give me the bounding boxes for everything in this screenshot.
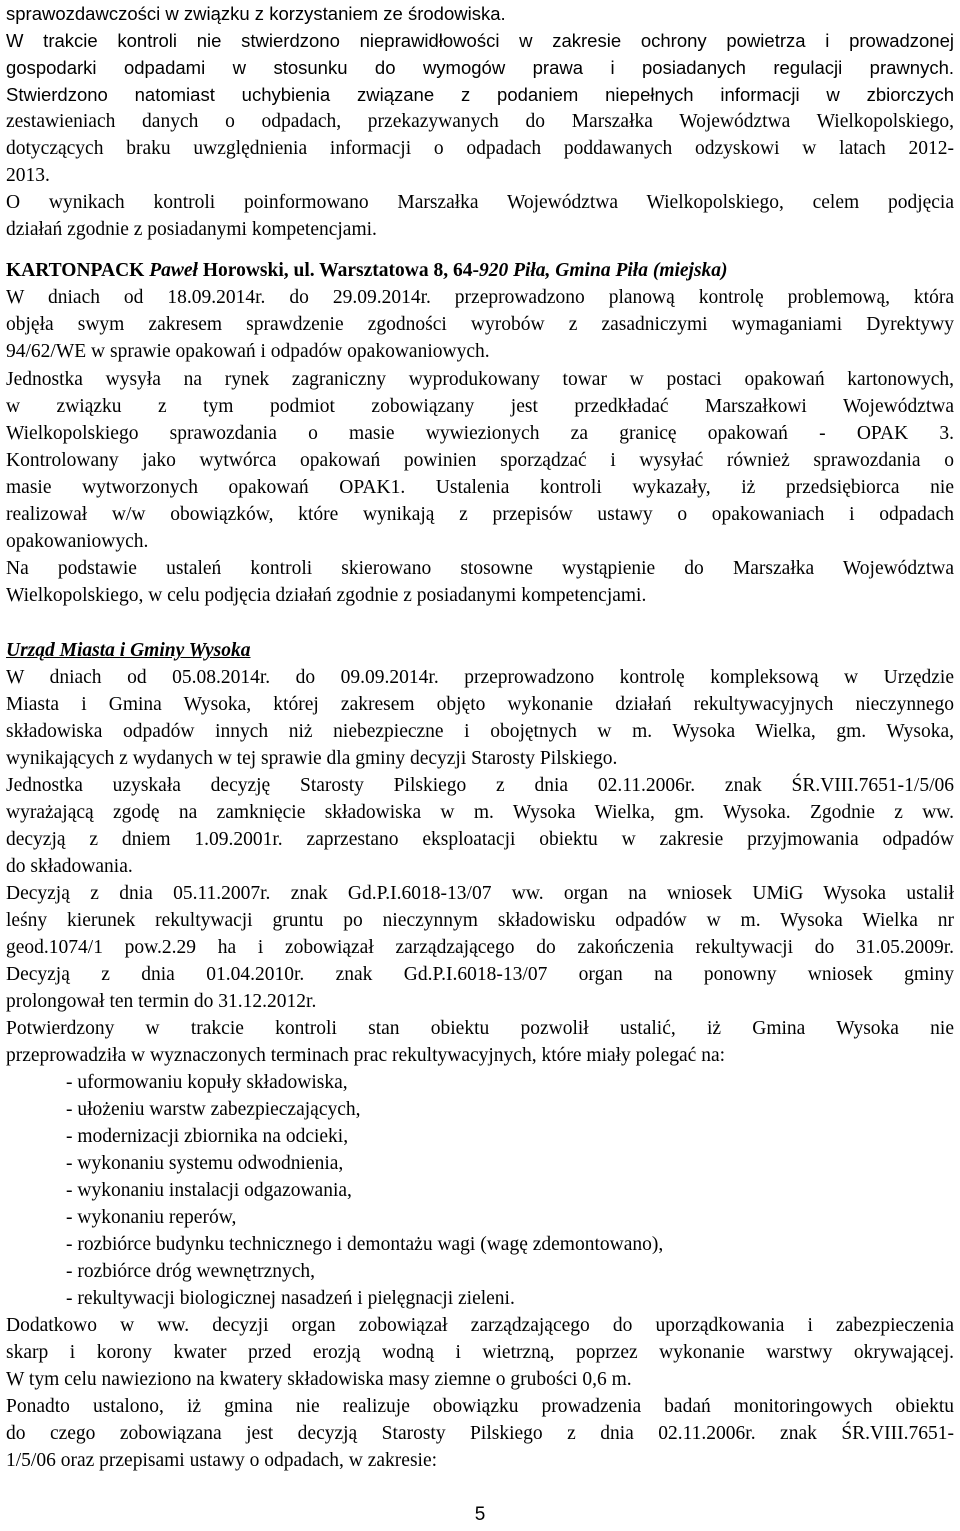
list-item: - wykonaniu instalacji odgazowania, <box>66 1180 352 1201</box>
company-location: 920 Piła, Gmina Piła (miejska) <box>478 260 728 281</box>
text-line: Na podstawie ustaleń kontroli skierowano stosowne wystąpienie do Marszałka Województwa <box>6 558 954 579</box>
text-line: Jednostka uzyskała decyzję Starosty Pilskiego z dnia 02.11.2006r. znak ŚR.VIII.7651-1/5/06 <box>6 775 954 796</box>
text-line: działań zgodnie z posiadanymi kompetencjami. <box>6 219 377 240</box>
text-line: leśny kierunek rekultywacji gruntu po nieczynnym składowisku odpadów w m. Wysoka Wielka nr <box>6 910 954 931</box>
text-line: dotyczących braku uwzględnienia informacji o odpadach poddawanych odzyskowi w latach 2012- <box>6 138 954 159</box>
text-line: decyzją z dniem 1.09.2001r. zaprzestano eksploatacji obiektu w zakresie przyjmowania odpadów <box>6 829 954 850</box>
list-item: - modernizacji zbiornika na odcieki, <box>66 1126 349 1147</box>
text-line: 1/5/06 oraz przepisami ustawy o odpadach, w zakresie: <box>6 1450 438 1471</box>
company-heading <box>6 257 954 284</box>
text-line: 2013. <box>6 165 50 186</box>
section-heading: Urząd Miasta i Gminy Wysoka <box>6 640 251 661</box>
page-number: 5 <box>474 1504 486 1525</box>
text-line: geod.1074/1 pow.2.29 ha i zobowiązał zarządzającego do zakończenia rekultywacji do 31.05.2009r. <box>6 937 954 958</box>
text-line: Kontrolowany jako wytwórca opakowań powinien sporządzać i wysyłać również sprawozdania o <box>6 450 954 471</box>
text-line: Stwierdzono natomiast uchybienia związane z podaniem niepełnych informacji w zbiorczych <box>6 84 954 105</box>
text-line: opakowaniowych. <box>6 531 149 552</box>
text-line: realizował w/w obowiązków, które wynikają z przepisów ustawy o opakowaniach i odpadach <box>6 504 954 525</box>
text-line: Wielkopolskiego sprawozdania o masie wywiezionych za granicę opakowań - OPAK 3. <box>6 423 954 444</box>
company-name: KARTONPACK <box>6 260 145 281</box>
list-item: - ułożeniu warstw zabezpieczających, <box>66 1099 361 1120</box>
text-line: 94/62/WE w sprawie opakowań i odpadów opakowaniowych. <box>6 341 490 362</box>
text-line: sprawozdawczości w związku z korzystaniem ze środowiska. <box>6 3 506 24</box>
text-line: W tym celu nawieziono na kwatery składowiska masy ziemne o grubości 0,6 m. <box>6 1369 632 1390</box>
list-item: - wykonaniu systemu odwodnienia, <box>66 1153 344 1174</box>
list-item: - wykonaniu reperów, <box>66 1207 237 1228</box>
text-line: do czego zobowiązana jest decyzją Starosty Pilskiego z dnia 02.11.2006r. znak ŚR.VIII.7651- <box>6 1423 954 1444</box>
text-line: O wynikach kontroli poinformowano Marszałka Województwa Wielkopolskiego, celem podjęcia <box>6 192 954 213</box>
text-line: wyrażającą zgodę na zamknięcie składowiska w m. Wysoka Wielka, gm. Wysoka. Zgodnie z ww. <box>6 802 954 823</box>
text-line: Dodatkowo w ww. decyzji organ zobowiązał zarządzającego do uporządkowania i zabezpieczenia <box>6 1315 954 1336</box>
text-line: gospodarki odpadami w stosunku do wymogów prawa i posiadanych regulacji prawnych. <box>6 57 954 78</box>
text-line: objęła swym zakresem sprawdzenie zgodności wyrobów z zasadniczymi wymaganiami Dyrektywy <box>6 314 954 335</box>
text-line: do składowania. <box>6 856 133 877</box>
text-line: Potwierdzony w trakcie kontroli stan obiektu pozwolił ustalić, iż Gmina Wysoka nie <box>6 1018 954 1039</box>
list-item: - uformowaniu kopuły składowiska, <box>66 1072 348 1093</box>
text-line: W dniach od 18.09.2014r. do 29.09.2014r. przeprowadzono planową kontrolę problemową, która <box>6 287 954 308</box>
text-line: wynikających z wydanych w tej sprawie dla gminy decyzji Starosty Pilskiego. <box>6 748 618 769</box>
text-line: Decyzją z dnia 01.04.2010r. znak Gd.P.I.6018-13/07 organ na ponowny wniosek gminy <box>6 964 954 985</box>
text-line: w związku z tym podmiot zobowiązany jest przedkładać Marszałkowi Województwa <box>6 396 954 417</box>
list-item: - rekultywacji biologicznej nasadzeń i pielęgnacji zieleni. <box>66 1288 515 1309</box>
list-item: - rozbiórce budynku technicznego i demontażu wagi (wagę zdemontowano), <box>66 1234 664 1255</box>
text-line: Jednostka wysyła na rynek zagraniczny wyprodukowany towar w postaci opakowań kartonowych, <box>6 369 954 390</box>
text-line: skarp i korony kwater przed erozją wodną i wietrzną, poprzez wykonanie warstwy okrywającej. <box>6 1342 954 1363</box>
text-line: Miasta i Gmina Wysoka, której zakresem objęto wykonanie działań rekultywacyjnych nieczynnego <box>6 694 954 715</box>
text-line: Decyzją z dnia 05.11.2007r. znak Gd.P.I.6018-13/07 ww. organ na wniosek UMiG Wysoka ustalił <box>6 883 954 904</box>
text-line: W trakcie kontroli nie stwierdzono nieprawidłowości w zakresie ochrony powietrza i prowadzonej <box>6 30 954 51</box>
text-line: zestawieniach danych o odpadach, przekazywanych do Marszałka Województwa Wielkopolskiego, <box>6 111 954 132</box>
text-line: Wielkopolskiego, w celu podjęcia działań zgodnie z posiadanymi kompetencjami. <box>6 585 647 606</box>
company-address: Horowski, ul. Warsztatowa 8, 64- <box>202 260 479 281</box>
text-line: W dniach od 05.08.2014r. do 09.09.2014r. przeprowadzono kontrolę kompleksową w Urzędzie <box>6 667 954 688</box>
text-line: masie wytworzonych opakowań OPAK1. Ustalenia kontroli wykazały, iż przedsiębiorca nie <box>6 477 954 498</box>
text-line: Ponadto ustalono, iż gmina nie realizuje obowiązku prowadzenia badań monitoringowych obiektu <box>6 1396 954 1417</box>
text-line: składowiska odpadów innych niż niebezpieczne i obojętnych w m. Wysoka Wielka, gm. Wysoka, <box>6 721 954 742</box>
text-line: prolongował ten termin do 31.12.2012r. <box>6 991 317 1012</box>
company-owner-first-name: Paweł <box>149 260 198 281</box>
list-item: - rozbiórce dróg wewnętrznych, <box>66 1261 316 1282</box>
text-line: przeprowadziła w wyznaczonych terminach prac rekultywacyjnych, które miały polegać na: <box>6 1045 726 1066</box>
